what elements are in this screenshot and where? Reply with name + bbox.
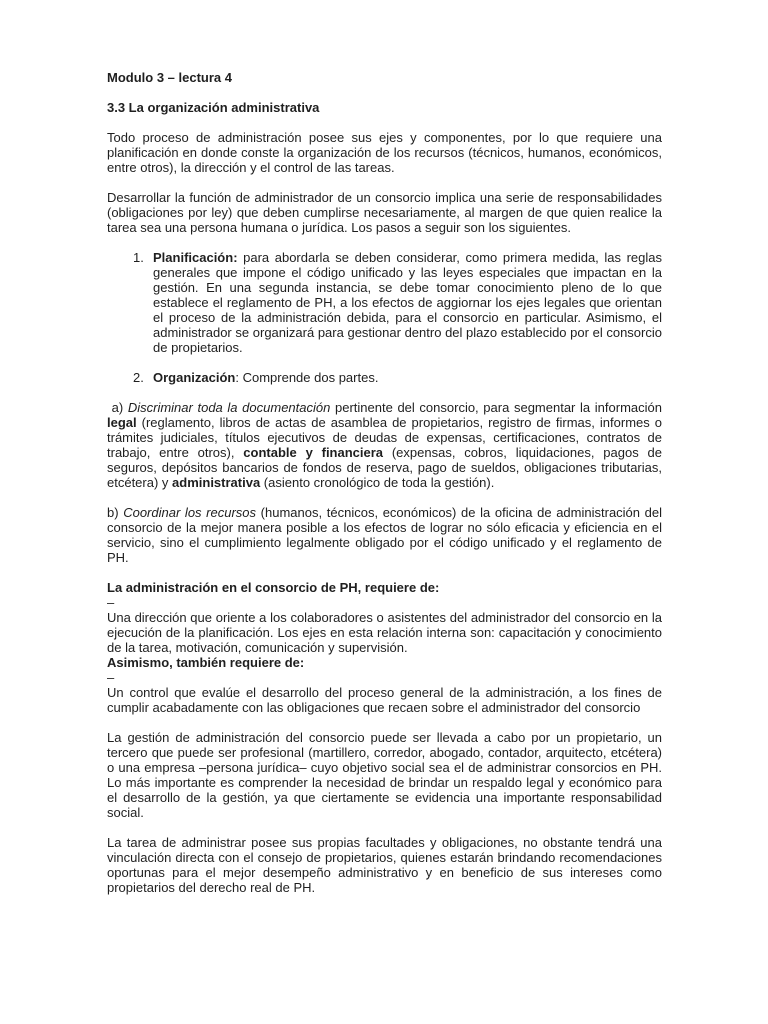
part-a-paragraph: [107, 400, 662, 490]
module-title: Modulo 3 – lectura 4: [107, 70, 232, 85]
section-title: 3.3 La organización administrativa: [107, 100, 320, 115]
part-b-text: (humanos, técnicos, económicos) de la oficina de administración del consorcio de la mejor manera posible a los efectos de lograr no sólo eficacia y eficiencia en el servicio, sino el cumplimiento legalmente obligado por el código unificado y el reglamento de PH.: [107, 505, 663, 565]
part-a-italic: Discriminar toda la documentación: [127, 400, 331, 415]
document-page: [107, 70, 662, 895]
part-b-paragraph: [107, 505, 662, 565]
dash-separator: –: [107, 595, 115, 610]
part-a-text-2: (reglamento, libros de actas de asamblea de propietarios, registro de firmas, informes o trámites judiciales, títulos ejecutivos de deudas de expensas, certificaciones, contratos de trabajo, entre otros),: [107, 415, 662, 460]
requires-heading: La administración en el consorcio de PH, requiere de:: [107, 580, 440, 595]
list-item-number: 2.: [133, 370, 144, 385]
list-item-text: : Comprende dos partes.: [235, 370, 379, 385]
part-a-bold-contable: contable y financiera: [243, 445, 384, 460]
list-item-text: para abordarla se deben considerar, como primera medida, las reglas generales que impone el código unificado y las leyes especiales que impactan en la gestión. En una segunda instancia, se debe tomar conocimiento pleno de lo que establece el reglamento de PH, a los efectos de aggiornar los ejes legales que orientan el proceso de la administración debida, para el consorcio en particular. Asimismo, el administrador se organizará para gestionar dentro del plazo establecido por el consorcio de propietarios.: [153, 250, 662, 355]
dash-separator: –: [107, 670, 115, 685]
management-paragraph: La gestión de administración del consorcio puede ser llevada a cabo por un propietario, un tercero que puede ser profesional (martillero, corredor, abogado, contador, arquitecto, etcétera) o una empresa –persona jurídica– cuyo objetivo social sea el de administrar consorcios en PH. Lo más importante es comprender la necesidad de brindar un respaldo legal y económico para el desarrollo de la gestión, ya que ciertamente se evidencia una importante responsabilidad social.: [107, 730, 662, 820]
part-a-text-4: (asiento cronológico de toda la gestión).: [260, 475, 495, 490]
also-text: Un control que evalúe el desarrollo del proceso general de la administración, a los fines de cumplir acabadamente con las obligaciones que recaen sobre el administrador del consorcio: [107, 685, 662, 715]
list-item-number: 1.: [133, 250, 144, 265]
intro-paragraph: Todo proceso de administración posee sus ejes y componentes, por lo que requiere una planificación en donde conste la organización de los recursos (técnicos, humanos, económicos, entre otros), la dirección y el control de las tareas.: [107, 130, 662, 175]
part-a-text-1: pertinente del consorcio, para segmentar la información: [330, 400, 662, 415]
list-item-term: Organización: [153, 370, 236, 385]
part-a-text-3: (expensas, cobros, liquidaciones, pagos de seguros, depósitos bancarios de fondos de reserva, pago de sueldos, obligaciones tributarias, etcétera) y: [107, 445, 662, 490]
also-heading: Asimismo, también requiere de:: [107, 655, 305, 670]
part-a-bold-administrativa: administrativa: [172, 475, 261, 490]
requires-text: Una dirección que oriente a los colaboradores o asistentes del administrador del consorcio en la ejecución de la planificación. Los ejes en esta relación interna son: capacitación y conocimiento de la tarea, motivación, comunicación y supervisión.: [107, 610, 662, 655]
steps-list: [133, 250, 662, 385]
final-paragraph: La tarea de administrar posee sus propias facultades y obligaciones, no obstante tendrá una vinculación directa con el consejo de propietarios, quienes estarán brindando recomendaciones oportunas para el mejor desempeño administrativo y en beneficio de sus intereses como propietarios del derecho real de PH.: [107, 835, 662, 895]
functions-paragraph: Desarrollar la función de administrador de un consorcio implica una serie de responsabilidades (obligaciones por ley) que deben cumplirse necesariamente, al margen de que quien realice la tarea sea una persona humana o jurídica. Los pasos a seguir son los siguientes.: [107, 190, 662, 235]
part-b-prefix: b): [107, 505, 124, 520]
part-a-prefix: a): [107, 400, 128, 415]
part-a-bold-legal: legal: [107, 415, 137, 430]
list-item-term: Planificación:: [153, 250, 238, 265]
list-item: [133, 370, 662, 385]
part-b-italic: Coordinar los recursos: [123, 505, 257, 520]
list-item: [133, 250, 662, 355]
